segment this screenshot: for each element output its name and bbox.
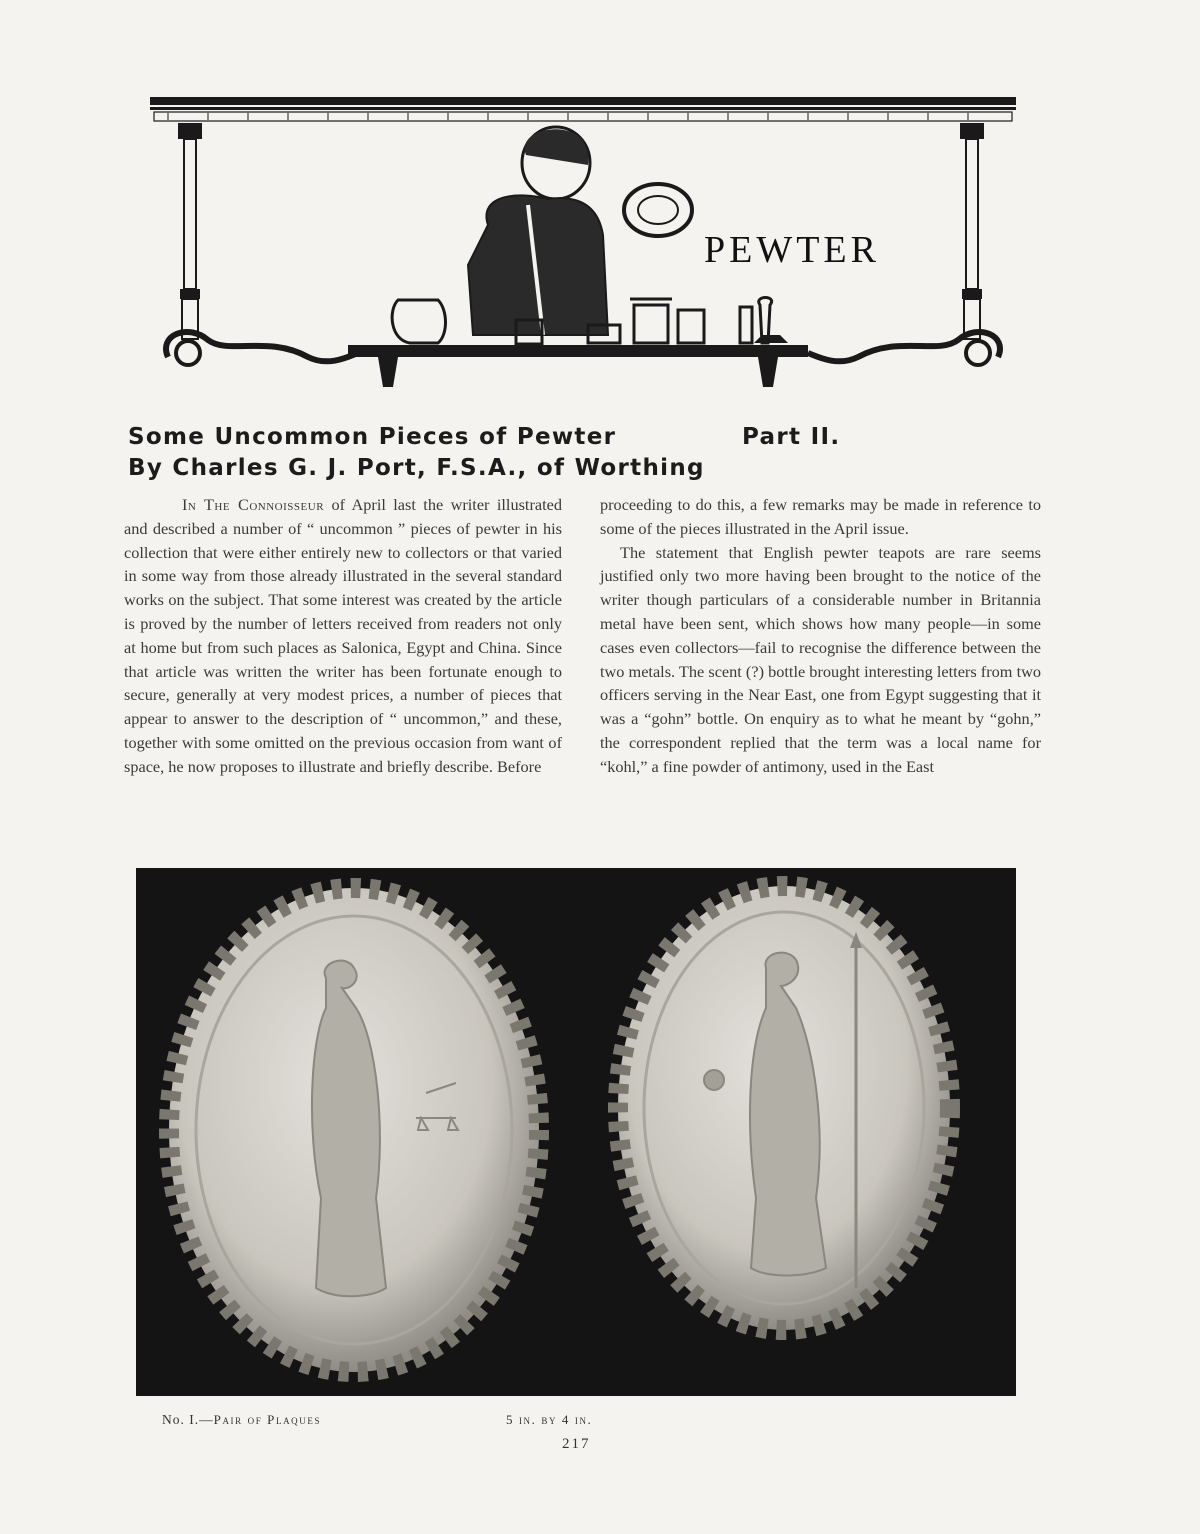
photo-plate: [136, 868, 1016, 1396]
page-number: 217: [562, 1436, 591, 1452]
right-paragraph-2: The statement that English pewter teapots are rare seems justified only two more having been brought to the notice of the writer though particulars of a considerable number in Britannia metal have been sent, which shows how many people—in some cases even collectors—fail to recognise the difference between the two metals. The scent (?) bottle brought interesting letters from two officers serving in the Near East, one from Egypt suggesting that it was a “gohn” bottle. On enquiry as to what he meant by “gohn,” the correspondent replied that the term was a local name for “kohl,” a fine powder of antimony, used in the East: [600, 542, 1041, 776]
figure-label: Pair of Plaques: [213, 1412, 322, 1427]
left-plaque: [169, 888, 539, 1372]
right-column: [600, 493, 1041, 779]
banner-title: PEWTER: [704, 229, 880, 271]
article-title: Some Uncommon Pieces of Pewter: [128, 424, 617, 450]
article-byline: By Charles G. J. Port, F.S.A., of Worthing: [128, 455, 705, 481]
article-part: Part II.: [742, 424, 841, 450]
right-plaque: [618, 886, 950, 1330]
left-paragraph-text: of April last the writer illustrated and described a number of “ uncommon ” pieces of pewter in his collection that were either entirely new to collectors or that varied in some way from those already illustrated in the several standard works on the subject. That some interest was created by the article is proved by the number of letters received from readers not only at home but from such places as Salonica, Egypt and China. Since that article was written the writer has been fortunate enough to secure, generally at very modest prices, a number of pieces that appear to answer to the description of “ uncommon,” and these, together with some omitted on the previous occasion from want of space, he now proposes to illustrate and briefly describe. Before: [124, 495, 562, 776]
plaques-photograph: [136, 868, 1016, 1396]
lead-in-text: In The Connoisseur: [182, 495, 325, 514]
right-paragraph-1: proceeding to do this, a few remarks may be made in reference to some of the pieces illustrated in the April issue.: [600, 495, 1041, 538]
figure-caption: [162, 1412, 321, 1428]
figure-size: 5 in. by 4 in.: [506, 1412, 593, 1427]
banner-illustration: [148, 95, 1020, 395]
figure-number: No. I.—: [162, 1412, 214, 1427]
header-banner: [148, 95, 1020, 395]
left-column: [124, 493, 562, 779]
left-paragraph: [124, 493, 562, 779]
